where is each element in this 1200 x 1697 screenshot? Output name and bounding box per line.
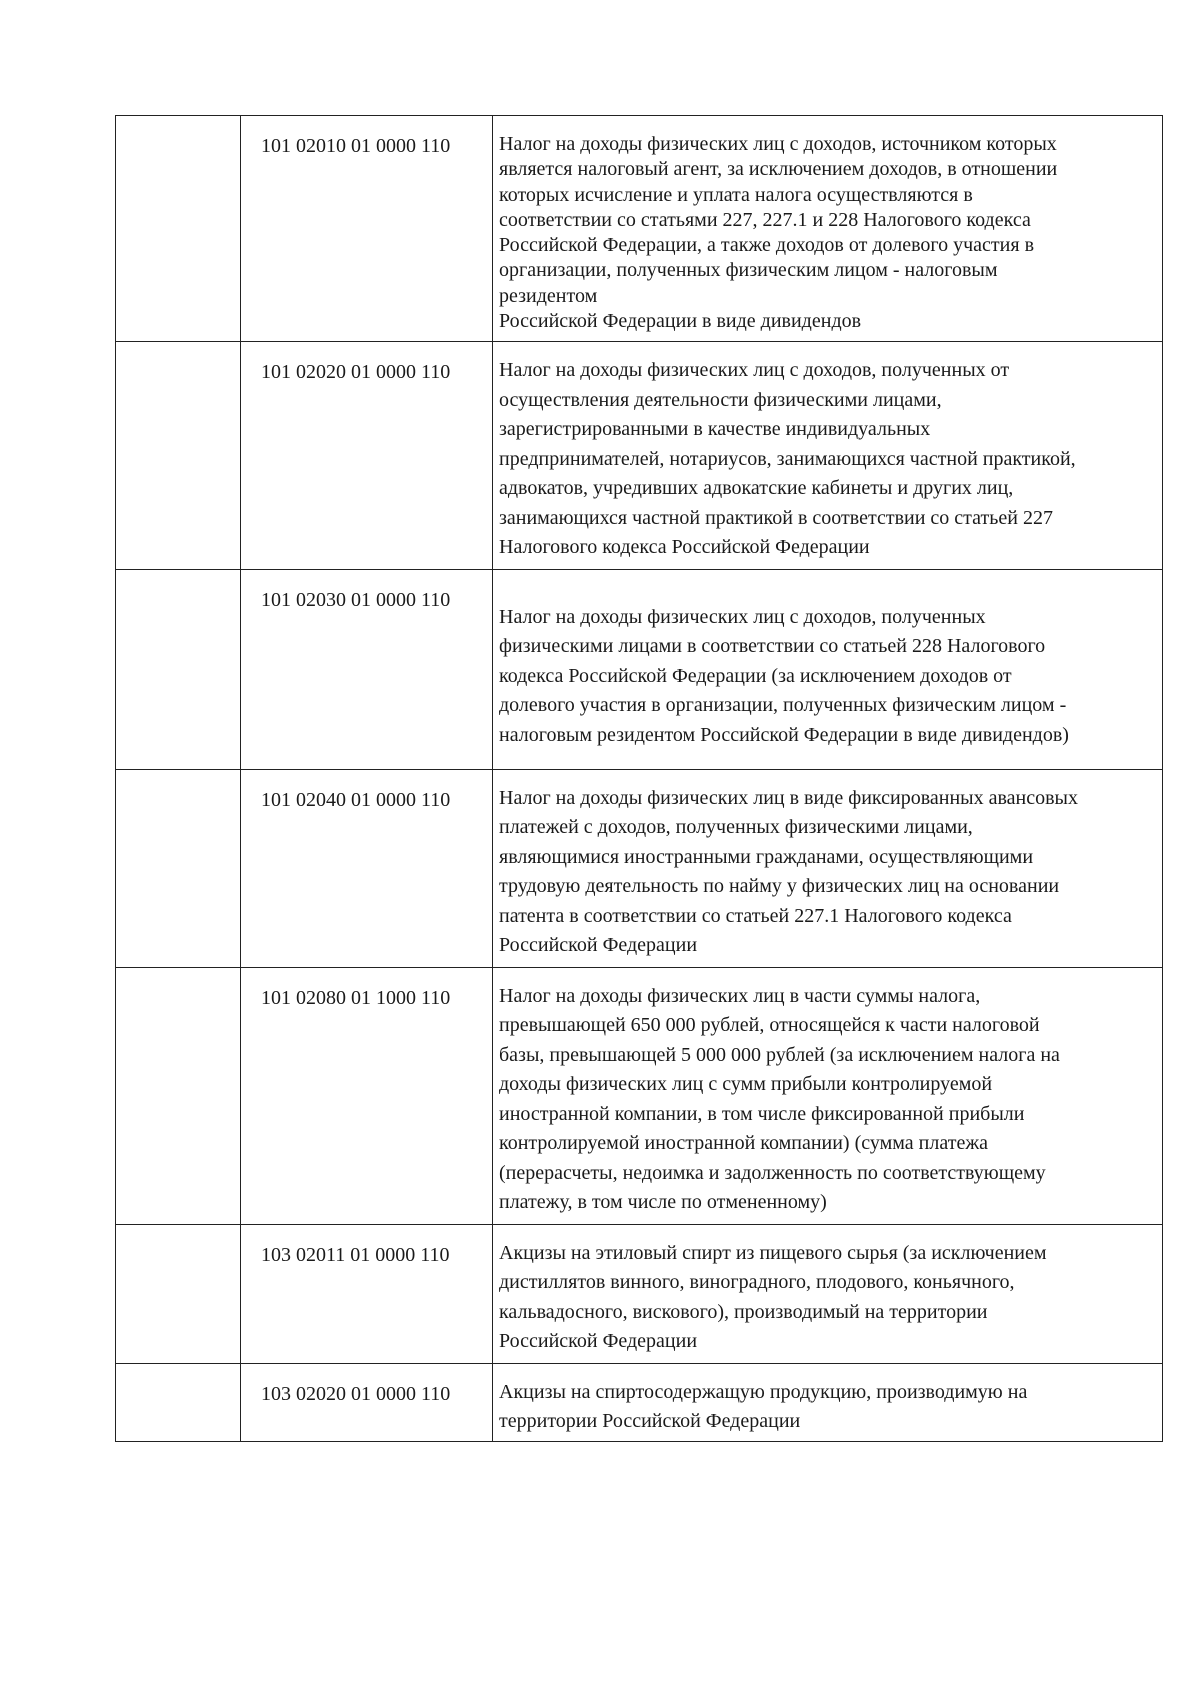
empty-cell (116, 342, 241, 570)
budget-code: 101 02020 01 0000 110 (261, 361, 451, 383)
code-cell (241, 116, 493, 342)
description-cell (493, 569, 1163, 769)
code-description: Налог на доходы физических лиц с доходов, полученных физическими лицами в соответствии со статьей 228 Налогового кодекса Российской Федерации (за исключением доходов от долевого участия в организации, полученных физическим лицом - налоговым резидентом Российской Федерации в виде дивидендов) (499, 605, 1069, 746)
description-cell (493, 769, 1163, 967)
code-description: Налог на доходы физических лиц в виде фиксированных авансовых платежей с доходов, полученных физическими лицами, являющимися иностранными гражданами, осуществляющими трудовую деятельность по найму у физических лиц на основании патента в соответствии со статьей 227.1 Налогового кодекса Российской Федерации (499, 786, 1078, 956)
empty-cell (116, 967, 241, 1224)
empty-cell (116, 1224, 241, 1363)
empty-cell (116, 569, 241, 769)
budget-code: 103 02011 01 0000 110 (261, 1243, 450, 1266)
code-cell (241, 769, 493, 967)
code-cell (241, 1363, 493, 1441)
budget-code: 101 02040 01 0000 110 (261, 788, 451, 811)
code-cell (241, 967, 493, 1224)
revenue-code-table (115, 115, 1163, 1442)
code-description: Акцизы на этиловый спирт из пищевого сырья (за исключением дистиллятов винного, виноградного, плодового, коньячного, кальвадосного, вискового), производимый на территории Российской Федерации (499, 1241, 1047, 1352)
budget-code: 103 02020 01 0000 110 (261, 1382, 451, 1405)
description-cell (493, 1224, 1163, 1363)
empty-cell (116, 769, 241, 967)
empty-cell (116, 116, 241, 342)
table-row (116, 1363, 1163, 1441)
code-description: Акцизы на спиртосодержащую продукцию, производимую на территории Российской Федерации (499, 1380, 1028, 1432)
code-cell (241, 342, 493, 570)
description-cell (493, 967, 1163, 1224)
description-cell (493, 342, 1163, 570)
description-cell (493, 1363, 1163, 1441)
description-cell (493, 116, 1163, 342)
code-description: Налог на доходы физических лиц с доходов, источником которых является налоговый агент, за исключением доходов, в отношении которых исчисление и уплата налога осуществляются в соответствии со статьями 227, 227.1 и 228 Налогового кодекса Российской Федерации, а также доходов от долевого участия в организации, полученных физическим лицом - налоговым резидентом Российской Федерации в виде дивидендов (499, 133, 1058, 333)
table-row (116, 116, 1163, 342)
table-row (116, 342, 1163, 570)
empty-cell (116, 1363, 241, 1441)
code-description: Налог на доходы физических лиц с доходов, полученных от осуществления деятельности физическими лицами, зарегистрированными в качестве индивидуальных предпринимателей, нотариусов, занимающихся частной практикой, адвокатов, учредивших адвокатские кабинеты и других лиц, занимающихся частной практикой в соответствии со статьей 227 Налогового кодекса Российской Федерации (499, 359, 1076, 558)
table-row (116, 967, 1163, 1224)
budget-code: 101 02010 01 0000 110 (261, 135, 451, 157)
code-cell (241, 569, 493, 769)
budget-code: 101 02080 01 1000 110 (261, 986, 451, 1009)
table-row (116, 569, 1163, 769)
table-row (116, 769, 1163, 967)
budget-code: 101 02030 01 0000 110 (261, 588, 451, 611)
code-description: Налог на доходы физических лиц в части суммы налога, превышающей 650 000 рублей, относящейся к части налоговой базы, превышающей 5 000 000 рублей (за исключением налога на доходы физических лиц с сумм прибыли контролируемой иностранной компании, в том числе фиксированной прибыли контролируемой иностранной компании) (сумма платежа (перерасчеты, недоимка и задолженность по соответствующему платежу, в том числе по отмененному) (499, 984, 1060, 1213)
table-row (116, 1224, 1163, 1363)
code-cell (241, 1224, 493, 1363)
